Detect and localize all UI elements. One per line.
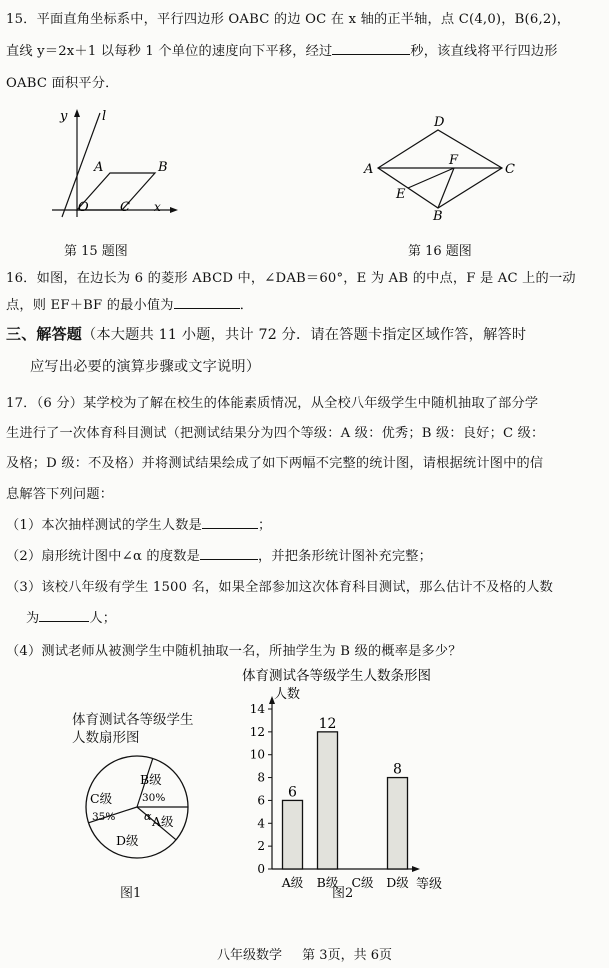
bar-4 <box>388 778 408 869</box>
q15-answer-blank[interactable] <box>332 41 410 55</box>
q15-line-2 <box>6 40 558 59</box>
bar-value-label: 8 <box>393 761 402 778</box>
figure-16 <box>360 112 530 224</box>
bar-chart-ytick-label: 6 <box>257 793 265 808</box>
fig16-caption: 第 16 题图 <box>408 244 472 259</box>
fig15-x-arrow <box>170 207 178 213</box>
fig15-label-c: C <box>120 200 130 215</box>
fig15-label-b: B <box>158 160 168 175</box>
bar-chart-ylabel: 人数 <box>274 687 301 702</box>
q17-sub-3-c: 人； <box>89 611 117 626</box>
fig15-parallelogram <box>77 173 155 210</box>
q17-line-1: 17．（6 分）某学校为了解在校生的体能素质情况，从全校八年级学生中随机抽取了部分学 <box>6 396 539 411</box>
fig16-label-f: F <box>449 153 459 168</box>
section-3-line-1: （本大题共 11 小题，共计 72 分．请在答题卡指定区域作答，解答时 <box>82 327 527 343</box>
page-footer <box>0 944 609 963</box>
bar-chart <box>232 662 472 902</box>
figure-15 <box>40 105 180 220</box>
bar-chart-ytick-label: 10 <box>249 747 265 762</box>
footer-page-number: 第 3页，共 6页 <box>302 948 392 963</box>
bar-chart-ytick-label: 0 <box>257 862 265 876</box>
footer-subject: 八年级数学 <box>217 948 283 963</box>
q17-sub-2-b: ，并把条形统计图补充完整； <box>258 549 433 564</box>
bar-chart-ytick-label: 2 <box>257 839 265 854</box>
q16-line-2-a: 点，则 EF＋BF 的最小值为 <box>6 298 174 313</box>
bar-chart-xlabel: 等级 <box>416 877 443 892</box>
q17-sub-1-a: （1）本次抽样测试的学生人数是 <box>6 518 203 533</box>
fig15-y-arrow <box>74 109 80 117</box>
pie-pct-b: 30% <box>142 792 166 804</box>
fig15-label-a: A <box>94 160 104 175</box>
q15-line-3: OABC 面积平分． <box>6 76 119 91</box>
fig16-label-e: E <box>396 187 406 202</box>
bar-chart-caption: 图2 <box>332 886 354 901</box>
q16-line-2 <box>6 294 253 313</box>
bar-chart-ytick-label: 8 <box>257 770 265 785</box>
q16-line-2-b: ． <box>239 298 254 313</box>
fig15-label-x: x <box>154 200 161 214</box>
pie-pct-c: 35% <box>92 811 116 823</box>
q17-sub-2-blank[interactable] <box>200 546 258 560</box>
bar-chart-title: 体育测试各等级学生人数条形图 <box>242 668 431 684</box>
q17-sub-3-blank[interactable] <box>39 608 89 622</box>
pie-caption: 图1 <box>120 886 142 901</box>
bar-chart-x-arrow <box>412 866 420 872</box>
q17-sub-1-blank[interactable] <box>202 515 258 529</box>
bar-category-label: D级 <box>386 875 409 890</box>
bar-category-label: B级 <box>316 875 339 890</box>
q17-line-3: 及格；D 级：不及格）并将测试结果绘成了如下两幅不完整的统计图，请根据统计图中的信 <box>6 456 544 471</box>
bar-value-label: 12 <box>318 715 337 732</box>
q17-sub-1-b: ； <box>258 518 272 533</box>
bar-chart-ytick-label: 12 <box>249 724 265 739</box>
pie-label-d: D级 <box>116 833 139 848</box>
q17-sub-2 <box>6 545 432 564</box>
bar-category-label: A级 <box>281 875 304 890</box>
bar-chart-ytick-label: 4 <box>257 816 265 831</box>
fig16-label-c: C <box>505 162 515 177</box>
pie-label-c: C级 <box>90 791 113 806</box>
q17-sub-4: （4）测试老师从被测学生中随机抽取一名，所抽学生为 B 级的概率是多少？ <box>6 644 462 659</box>
section-3-line-2: 应写出必要的演算步骤或文字说明） <box>30 359 261 375</box>
fig15-label-l: l <box>102 109 107 124</box>
fig15-label-o: O <box>78 200 89 215</box>
q17-sub-3-cont <box>26 607 116 626</box>
section-3-title: 三、解答题 <box>6 325 83 343</box>
q17-sub-3-b: 为 <box>26 611 40 626</box>
fig16-label-a: A <box>364 162 374 177</box>
pie-title-line-1: 体育测试各等级学生 <box>72 712 194 728</box>
q17-sub-2-a: （2）扇形统计图中∠α 的度数是 <box>6 549 200 564</box>
bar-1 <box>283 800 303 869</box>
q17-line-4: 息解答下列问题： <box>6 487 114 502</box>
q16-answer-blank[interactable] <box>174 295 240 309</box>
q17-sub-1 <box>6 514 271 533</box>
fig15-caption: 第 15 题图 <box>64 244 128 259</box>
pie-title-line-2: 人数扇形图 <box>72 730 140 746</box>
fig16-label-b: B <box>433 209 443 224</box>
q15-line-2-a: 直线 y＝2x＋1 以每秒 1 个单位的速度向下平移，经过 <box>6 44 333 59</box>
pie-chart <box>78 748 198 868</box>
q15-line-2-b: 秒，该直线将平行四边形 <box>410 44 558 59</box>
section-3-header <box>6 323 526 344</box>
pie-label-a: A级 <box>152 814 174 829</box>
pie-alpha-label: α <box>144 810 152 823</box>
q17-line-2: 生进行了一次体育科目测试（把测试结果分为四个等级：A 级：优秀；B 级：良好；C 级： <box>6 426 545 441</box>
fig15-label-y: y <box>60 109 68 124</box>
q17-sub-3: （3）该校八年级有学生 1500 名，如果全部参加这次体育科目测试，那么估计不及格的人数 <box>6 580 554 595</box>
bar-chart-ytick-label: 14 <box>249 702 265 716</box>
pie-label-b: B级 <box>140 772 162 787</box>
q16-line-1: 16．如图，在边长为 6 的菱形 ABCD 中，∠DAB＝60°，E 为 AB 的中点，F 是 AC 上的一动 <box>6 271 576 286</box>
bar-value-label: 6 <box>288 784 297 801</box>
bar-2 <box>318 732 338 869</box>
q15-line-1: 15．平面直角坐标系中，平行四边形 OABC 的边 OC 在 x 轴的正半轴，点 C(4,0)，B(6,2)， <box>6 12 571 27</box>
bar-category-label: C级 <box>351 875 374 890</box>
fig16-label-d: D <box>434 115 445 130</box>
